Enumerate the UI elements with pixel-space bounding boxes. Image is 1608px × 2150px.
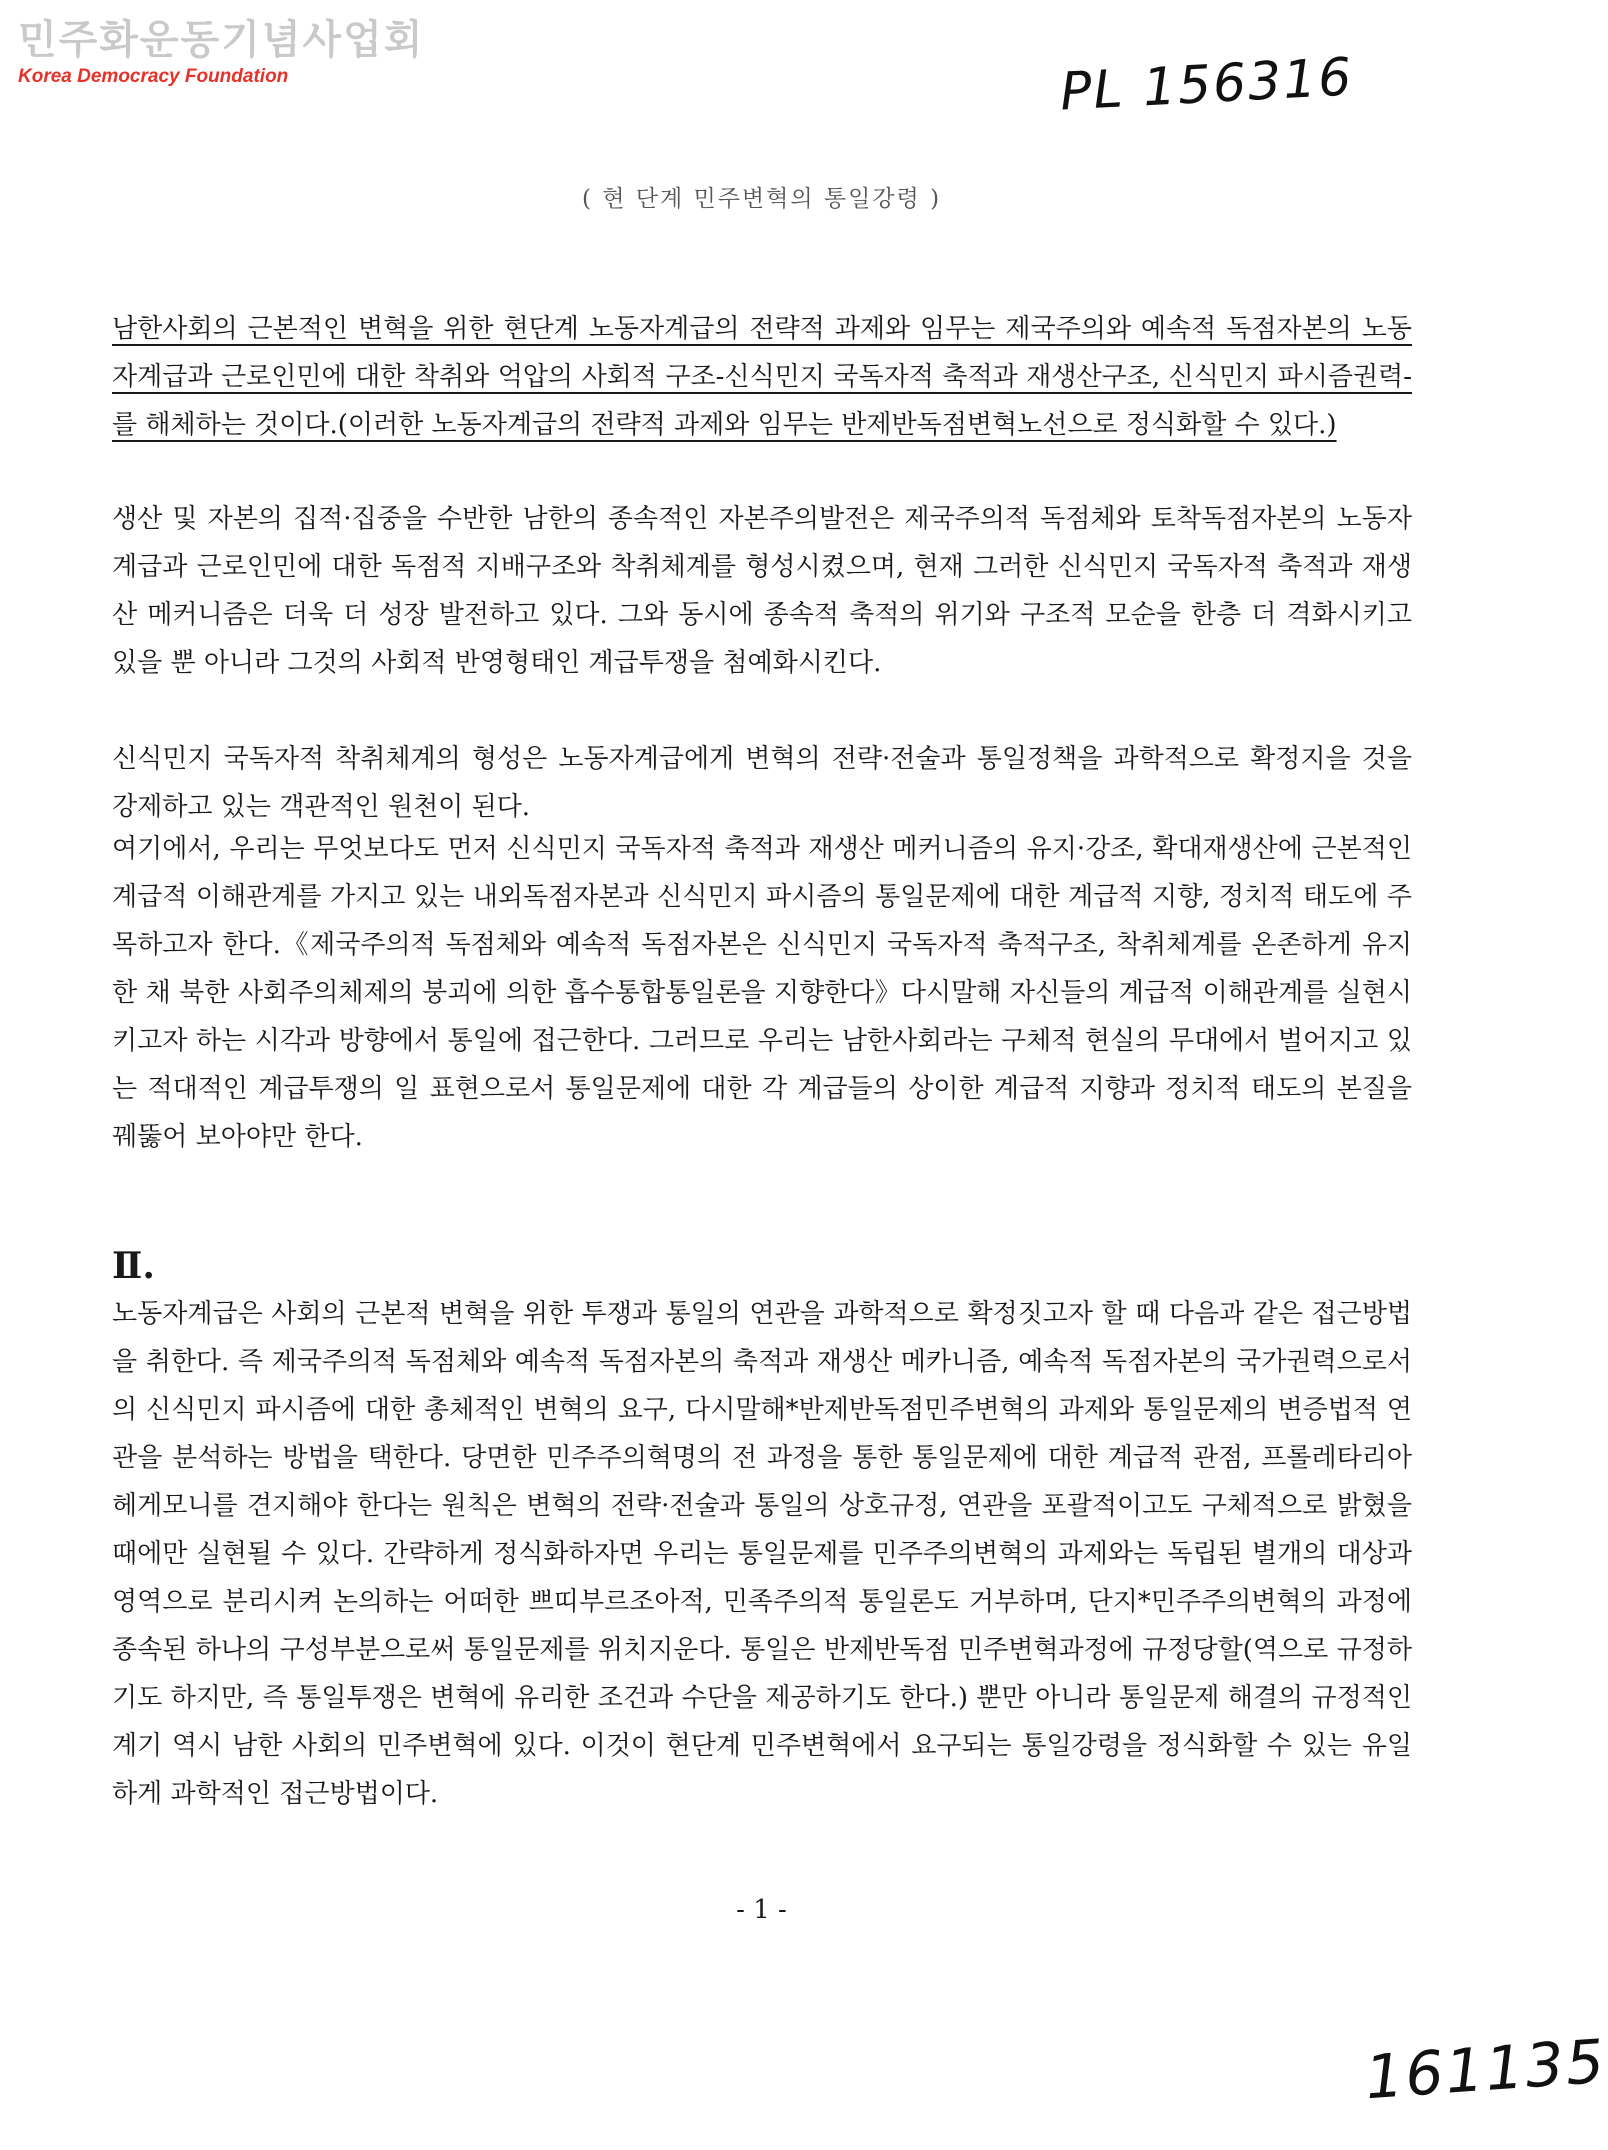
logo-english-text: Korea Democracy Foundation <box>18 66 289 87</box>
paragraph-5: 노동자계급은 사회의 근본적 변혁을 위한 투쟁과 통일의 연관을 과학적으로 확정짓고자 할 때 다음과 같은 접근방법을 취한다. 즉 제국주의적 독점체와 예속적 독점자본의 축적과 재생산 메카니즘, 예속적 독점자본의 국가권력으로서의 신식민지 파시즘에 대한 총체적인 변혁의 요구, 다시말해*반제반독점민주변혁의 과제와 통일문제의 변증법적 연관을 분석하는 방법을 택한다. 당면한 민주주의혁명의 전 과정을 통한 통일문제에 대한 계급적 관점, 프롤레타리아 헤게모니를 견지해야 한다는 원칙은 변혁의 전략·전술과 통일의 상호규정, 연관을 포괄적이고도 구체적으로 밝혔을 때에만 실현될 수 있다. 간략하게 정식화하자면 우리는 통일문제를 민주주의변혁의 과제와는 독립된 별개의 대상과 영역으로 분리시켜 논의하는 어떠한 쁘띠부르조아적, 민족주의적 통일론도 거부하며, 단지*민주주의변혁의 과정에 종속된 하나의 구성부분으로써 통일문제를 위치지운다. 통일은 반제반독점 민주변혁과정에 규정당할(역으로 규정하기도 하지만, 즉 통일투쟁은 변혁에 유리한 조건과 수단을 제공하기도 한다.) 뿐만 아니라 통일문제 해결의 규정적인 계기 역시 남한 사회의 민주변혁에 있다. 이것이 현단계 민주변혁에서 요구되는 통일강령을 정식화할 수 있는 유일하게 과학적인 접근방법이다. <box>112 1299 1413 1809</box>
section-numeral: Ⅱ. <box>112 1245 155 1287</box>
handwritten-code: PL 156316 <box>1058 47 1355 123</box>
paragraph-1 <box>112 305 1412 449</box>
paragraph-3: 신식민지 국독자적 착취체계의 형성은 노동자계급에게 변혁의 전략·전술과 통일정책을 과학적으로 확정지을 것을 강제하고 있는 객관적인 원천이 된다. <box>112 744 1412 822</box>
paragraph-1-text: 남한사회의 근본적인 변혁을 위한 현단계 노동자계급의 전략적 과제와 임무는 제국주의와 예속적 독점자본의 노동자계급과 근로인민에 대한 착취와 억압의 사회적 구조-신식민지 국독자적 축적과 재생산구조, 신식민지 파시즘권력-를 해체하는 것이다.(이러한 노동자계급의 전략적 과제와 임무는 반제반독점변혁노선으로 정식화할 수 있다.) <box>112 314 1412 440</box>
logo-korean-text: 민주화운동기념사업회 <box>18 17 425 63</box>
foundation-logo <box>18 17 425 88</box>
paragraph-2: 생산 및 자본의 집적·집중을 수반한 남한의 종속적인 자본주의발전은 제국주의적 독점체와 토착독점자본의 노동자계급과 근로인민에 대한 독점적 지배구조와 착취체계를 형성시켰으며, 현재 그러한 신식민지 국독자적 축적과 재생산 메커니즘은 더욱 더 성장 발전하고 있다. 그와 동시에 종속적 축적의 위기와 구조적 모순을 한층 더 격화시키고 있을 뿐 아니라 그것의 사회적 반영형태인 계급투쟁을 첨예화시킨다. <box>112 504 1412 678</box>
handwritten-number: 161135 <box>1362 2026 1608 2114</box>
page-number: - 1 - <box>736 1895 787 1925</box>
paragraph-4: 여기에서, 우리는 무엇보다도 먼저 신식민지 국독자적 축적과 재생산 메커니즘의 유지·강조, 확대재생산에 근본적인 계급적 이해관계를 가지고 있는 내외독점자본과 신식민지 파시즘의 통일문제에 대한 계급적 지향, 정치적 태도에 주목하고자 한다.《제국주의적 독점체와 예속적 독점자본은 신식민지 국독자적 축적구조, 착취체계를 온존하게 유지한 채 북한 사회주의체제의 붕괴에 의한 흡수통합통일론을 지향한다》다시말해 자신들의 계급적 이해관계를 실현시키고자 하는 시각과 방향에서 통일에 접근한다. 그러므로 우리는 남한사회라는 구체적 현실의 무대에서 벌어지고 있는 적대적인 계급투쟁의 일 표현으로서 통일문제에 대한 각 계급들의 상이한 계급적 지향과 정치적 태도의 본질을 꿰뚫어 보아야만 한다. <box>112 834 1412 1152</box>
document-title: ( 현 단계 민주변혁의 통일강령 ) <box>581 186 942 212</box>
